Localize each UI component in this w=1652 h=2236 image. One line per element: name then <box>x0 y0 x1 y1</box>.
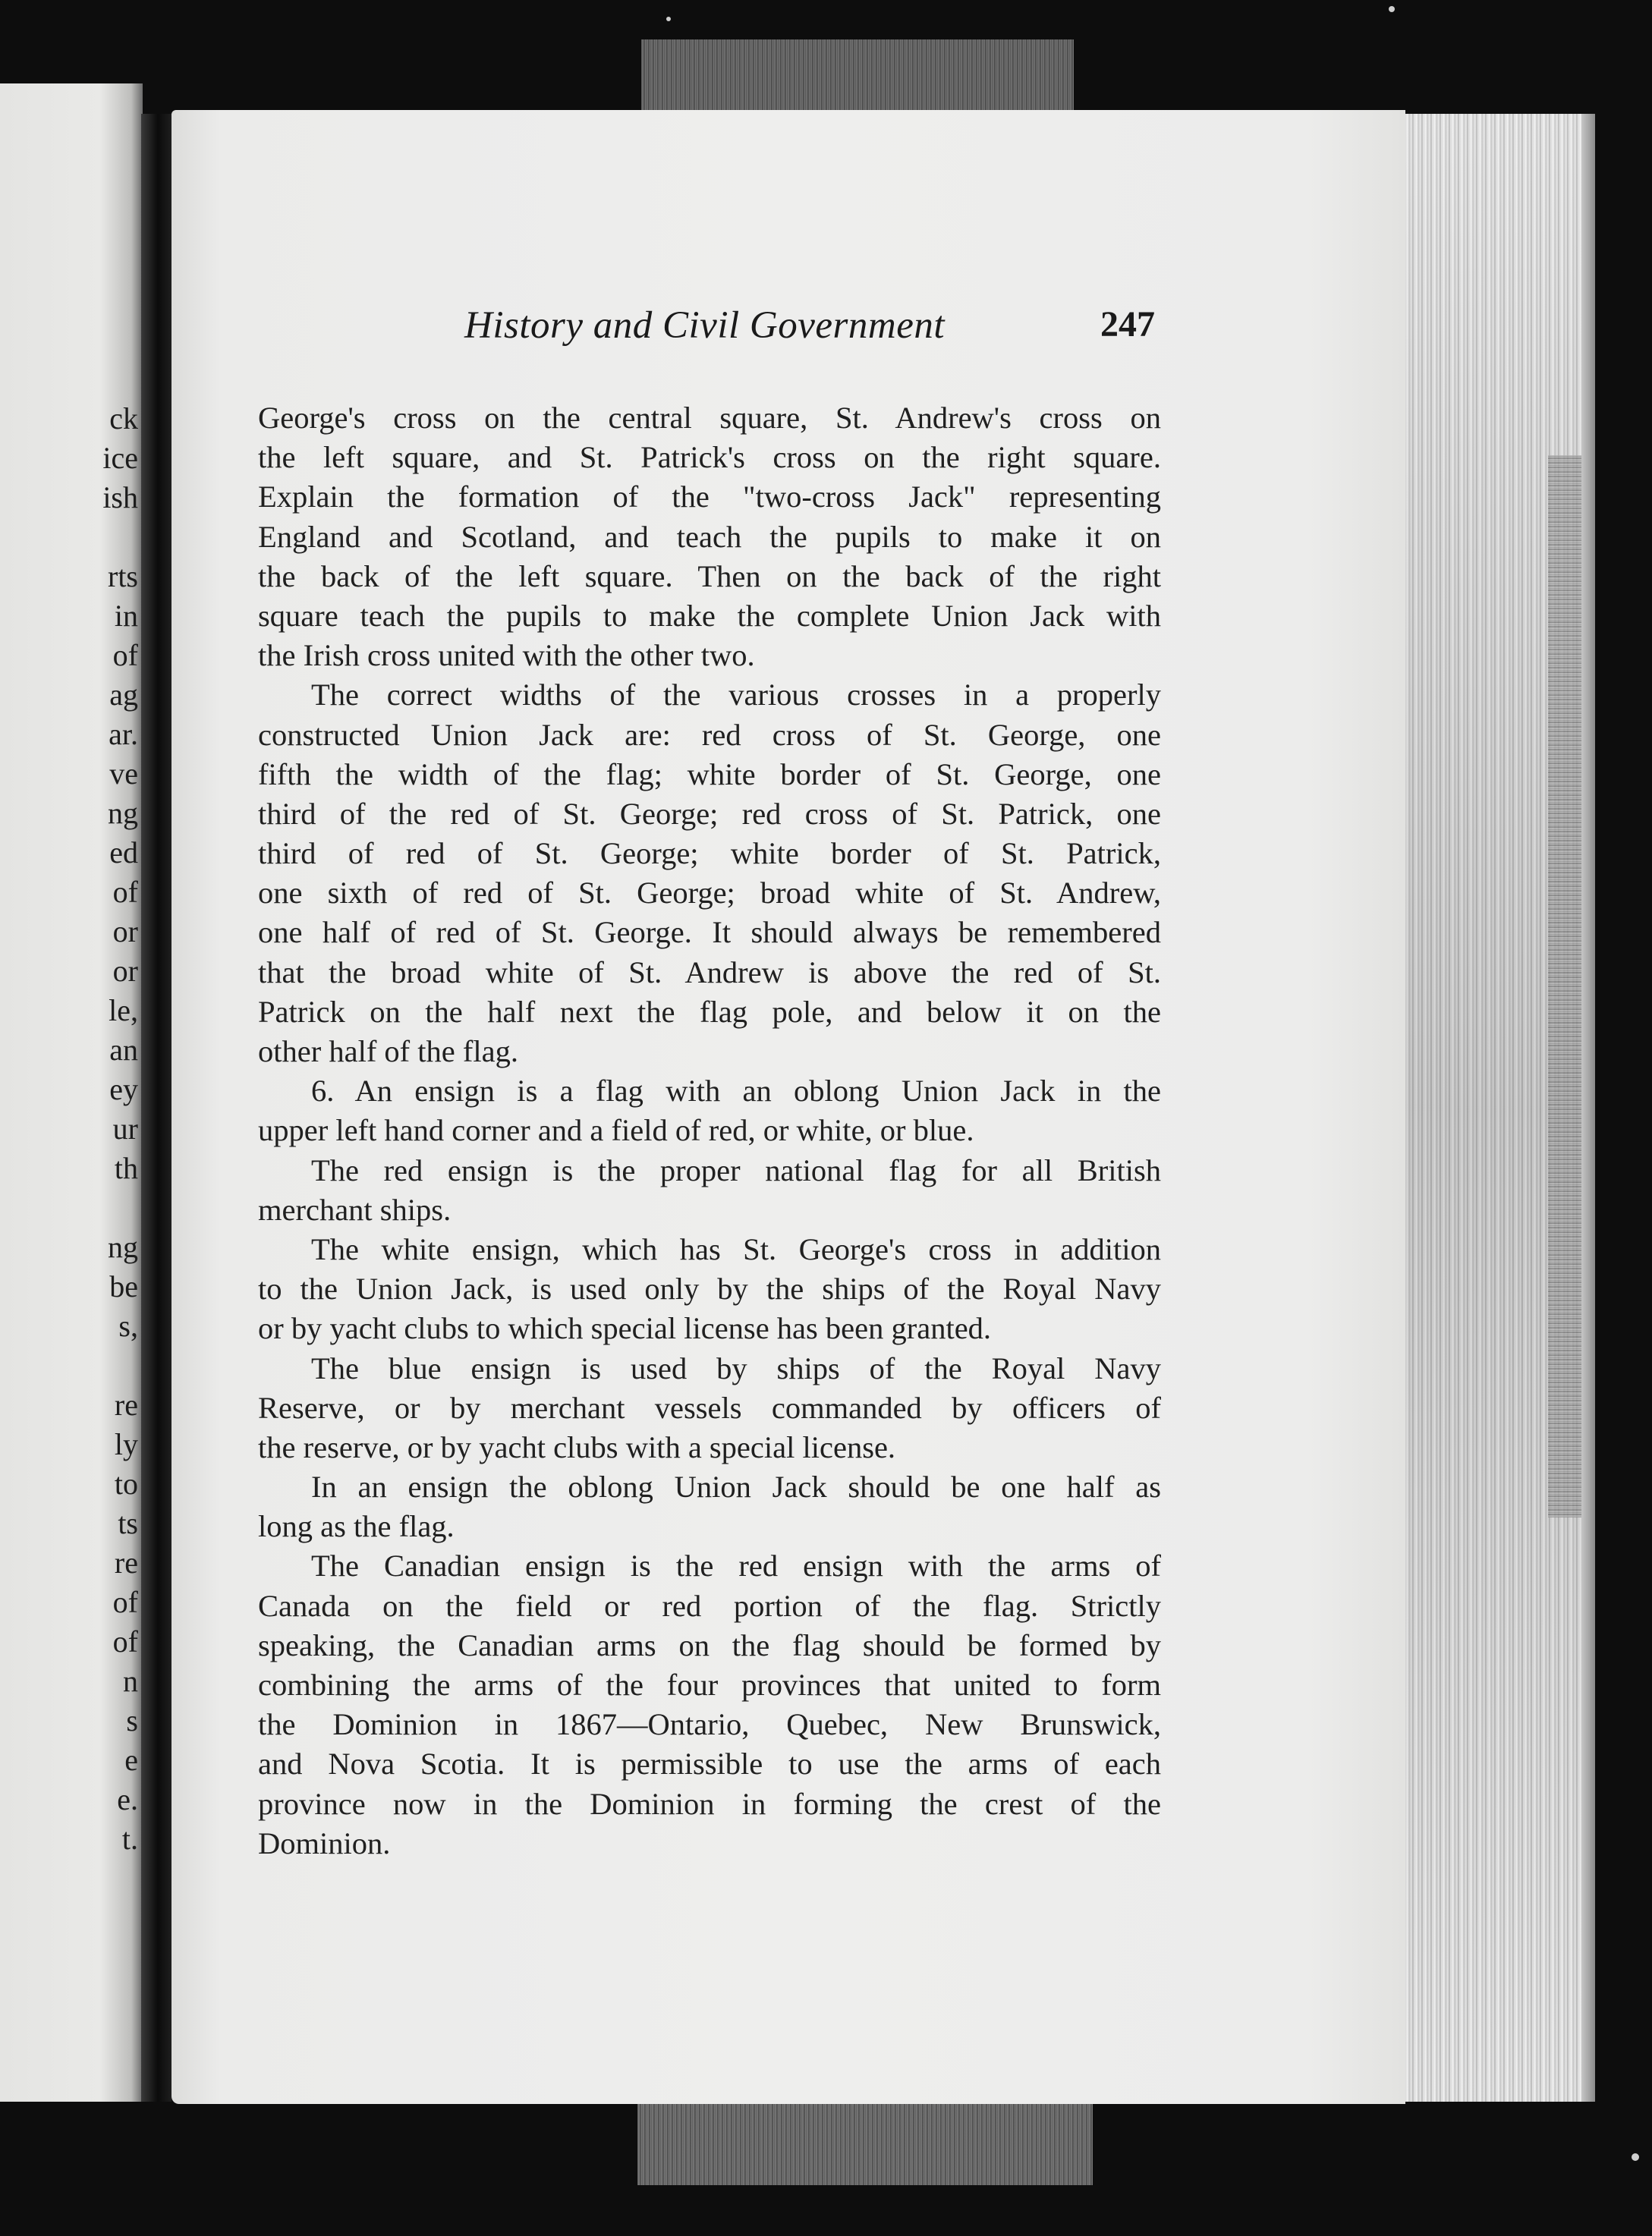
left-fragment: ly <box>114 1427 138 1461</box>
text-line: the Dominion in 1867—Ontario, Quebec, New Brunswick, <box>258 1707 1161 1742</box>
left-fragment: ice <box>102 441 138 475</box>
left-fragment: ey <box>109 1072 138 1106</box>
scan-speck <box>1632 2153 1639 2161</box>
text-line: square teach the pupils to make the complete Union Jack with <box>258 598 1161 633</box>
scan-speck <box>666 17 671 21</box>
book-gutter-shadow <box>141 114 171 2102</box>
left-facing-page <box>0 83 143 2102</box>
left-fragment: ng <box>108 1230 138 1264</box>
binding-cloth-top <box>641 39 1074 112</box>
left-fragment: ed <box>109 835 138 870</box>
left-fragment: ng <box>108 796 138 830</box>
left-fragment: th <box>114 1151 138 1185</box>
left-fragment: an <box>109 1033 138 1067</box>
running-head: History and Civil Government <box>464 304 945 347</box>
text-line: Canada on the field or red portion of the flag. Strictly <box>258 1588 1161 1623</box>
text-line: fifth the width of the flag; white border of St. George, one <box>258 756 1161 791</box>
text-line: or by yacht clubs to which special license has been granted. <box>258 1311 992 1346</box>
left-fragment: t. <box>121 1822 138 1856</box>
text-line: that the broad white of St. Andrew is above the red of St. <box>258 954 1161 989</box>
text-line: and Nova Scotia. It is permissible to use the arms of each <box>258 1747 1161 1782</box>
text-line: third of red of St. George; white border of St. Patrick, <box>258 836 1161 871</box>
text-line: the left square, and St. Patrick's cross on the right square. <box>258 440 1161 475</box>
text-line: The blue ensign is used by ships of the Royal Navy <box>311 1351 1161 1385</box>
left-fragment: or <box>112 954 138 988</box>
left-fragment: ve <box>109 756 138 791</box>
binding-cloth-side <box>1548 455 1582 1517</box>
left-fragment: of <box>112 1585 138 1619</box>
left-fragment: of <box>112 638 138 672</box>
text-line: merchant ships. <box>258 1192 452 1227</box>
left-fragment: of <box>112 1624 138 1659</box>
left-fragment: ag <box>109 678 138 712</box>
left-fragment: e. <box>117 1782 138 1816</box>
text-line: one sixth of red of St. George; broad white of St. Andrew, <box>258 876 1161 910</box>
text-line: third of the red of St. George; red cross of St. Patrick, one <box>258 796 1161 831</box>
text-line: the back of the left square. Then on the back of the right <box>258 558 1161 593</box>
text-line: The correct widths of the various crosses in a properly <box>311 678 1161 712</box>
text-line: long as the flag. <box>258 1509 455 1544</box>
left-fragment: in <box>114 599 138 633</box>
text-line: the Irish cross united with the other two. <box>258 638 755 673</box>
left-fragment: s, <box>118 1309 138 1343</box>
text-line: The Canadian ensign is the red ensign with the arms of <box>311 1549 1161 1583</box>
text-line: Reserve, or by merchant vessels commanded by officers of <box>258 1390 1161 1425</box>
text-line: combining the arms of the four provinces that united to form <box>258 1668 1161 1702</box>
text-line: one half of red of St. George. It should always be remembered <box>258 915 1161 950</box>
text-line: the reserve, or by yacht clubs with a special license. <box>258 1429 896 1464</box>
left-fragment: s <box>126 1703 138 1738</box>
left-fragment: e <box>124 1743 138 1777</box>
left-fragment: or <box>112 914 138 948</box>
left-fragment: re <box>114 1388 138 1422</box>
binding-cloth-bottom <box>637 2102 1093 2185</box>
left-fragment: ur <box>112 1112 138 1146</box>
left-fragment: re <box>114 1546 138 1580</box>
left-fragment: be <box>109 1269 138 1304</box>
left-fragment: le, <box>109 993 138 1027</box>
left-fragment: of <box>112 875 138 909</box>
page-edge-shadow <box>1581 114 1595 2102</box>
text-line: George's cross on the central square, St. Andrew's cross on <box>258 401 1161 435</box>
left-fragment: ck <box>109 401 138 436</box>
left-fragment: rts <box>108 559 138 593</box>
text-line: Patrick on the half next the flag pole, and below it on the <box>258 994 1161 1029</box>
text-line: province now in the Dominion in forming the crest of the <box>258 1786 1161 1821</box>
scan-speck <box>1389 6 1395 12</box>
text-line: upper left hand corner and a field of red, or white, or blue. <box>258 1113 974 1148</box>
text-line: to the Union Jack, is used only by the ships of the Royal Navy <box>258 1272 1161 1307</box>
text-line: The white ensign, which has St. George's cross in addition <box>311 1231 1161 1266</box>
text-line: England and Scotland, and teach the pupils to make it on <box>258 519 1161 554</box>
text-line: constructed Union Jack are: red cross of St. George, one <box>258 717 1161 752</box>
text-line: In an ensign the oblong Union Jack should be one half as <box>311 1470 1161 1505</box>
text-line: Explain the formation of the "two-cross Jack" representing <box>258 480 1161 514</box>
left-fragment: ar. <box>109 717 138 751</box>
left-fragment: ts <box>118 1506 138 1540</box>
left-fragment: ish <box>102 480 138 514</box>
text-line: Dominion. <box>258 1826 391 1860</box>
text-line: The red ensign is the proper national flag for all British <box>311 1153 1161 1187</box>
page-body-text <box>258 398 1161 1863</box>
text-line: other half of the flag. <box>258 1034 518 1068</box>
text-line: 6. An ensign is a flag with an oblong Union Jack in the <box>311 1074 1161 1109</box>
left-fragment: to <box>114 1467 138 1501</box>
page-number: 247 <box>1100 304 1155 344</box>
left-fragment: n <box>123 1664 138 1698</box>
text-line: speaking, the Canadian arms on the flag should be formed by <box>258 1627 1161 1662</box>
